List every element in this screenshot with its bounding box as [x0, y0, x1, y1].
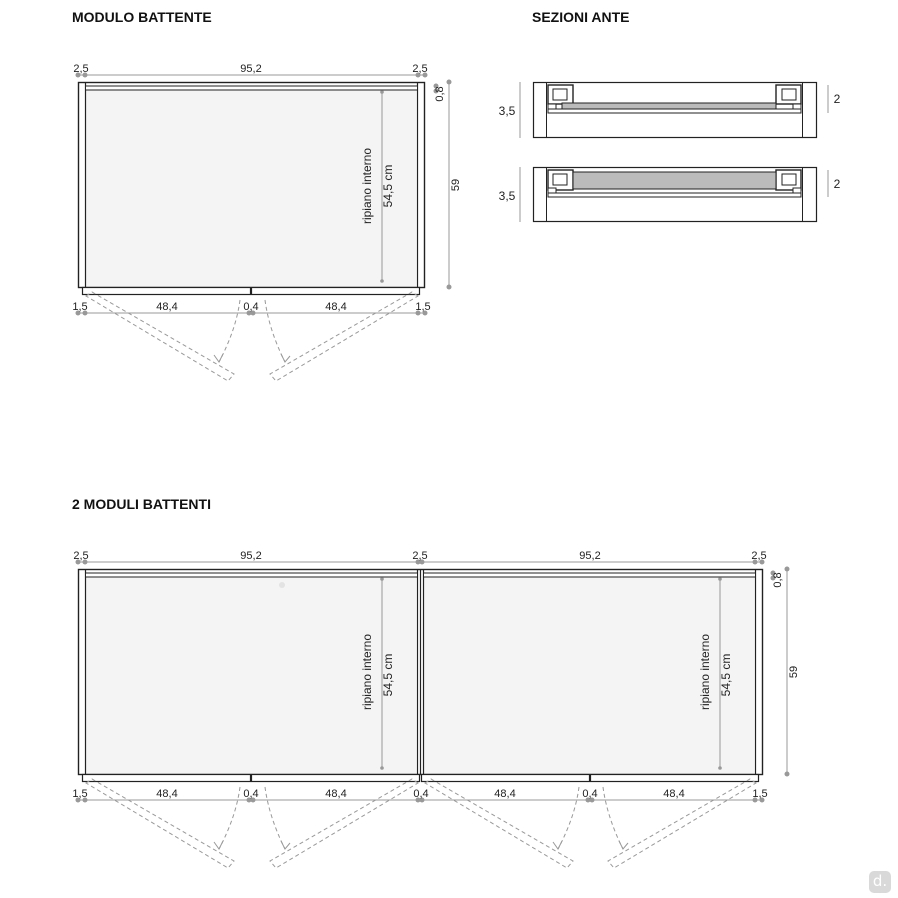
dim-single-height: 59: [450, 178, 462, 192]
dim-double-bottom-2: 1,5: [752, 788, 768, 800]
single-shelf-label: ripiano interno: [360, 147, 374, 225]
brand-logo: d.: [869, 871, 891, 893]
dim-single-top-width: 95,2: [240, 63, 262, 75]
dim-double-door-2: 48,4: [325, 788, 347, 800]
double-module-drawing: [72, 550, 800, 868]
single-module-title: MODULO BATTENTE: [72, 9, 212, 25]
double-shelf-label-a: ripiano interno: [360, 633, 374, 711]
dim-single-top-panel: 0,8: [434, 86, 446, 102]
dim-double-width-a: 95,2: [240, 550, 262, 562]
dim-double-bottom-1: 1,5: [72, 788, 88, 800]
single-module-drawing: [72, 63, 462, 381]
dim-lower-thickness: 2: [833, 177, 841, 191]
dim-single-bottom-left: 1,5: [72, 301, 88, 313]
door-section-upper: [499, 82, 841, 138]
dim-single-gap: 0,4: [243, 301, 259, 313]
dim-single-door-left: 48,4: [156, 301, 178, 313]
dim-double-door-1: 48,4: [156, 788, 178, 800]
dim-lower-depth: 3,5: [498, 189, 516, 203]
dim-double-top-middle: 2,5: [412, 550, 428, 562]
dim-double-top-panel: 0,8: [772, 572, 784, 588]
dim-double-gap-1: 0,4: [243, 788, 259, 800]
dim-single-top-right: 2,5: [412, 63, 428, 75]
dim-double-door-3: 48,4: [494, 788, 516, 800]
dim-double-gap-2: 0,4: [413, 788, 429, 800]
dim-single-door-right: 48,4: [325, 301, 347, 313]
double-shelf-label-b: ripiano interno: [698, 633, 712, 711]
dim-single-top-left: 2,5: [73, 63, 89, 75]
single-shelf-depth: 54,5 cm: [381, 164, 395, 208]
dim-double-width-b: 95,2: [579, 550, 601, 562]
dim-double-height: 59: [788, 665, 800, 679]
dim-single-bottom-right: 1,5: [415, 301, 431, 313]
double-shelf-depth-b: 54,5 cm: [719, 653, 733, 697]
door-section-lower: [499, 167, 841, 222]
dim-double-top-right: 2,5: [751, 550, 767, 562]
dim-double-top-left: 2,5: [73, 550, 89, 562]
door-sections-title: SEZIONI ANTE: [532, 9, 630, 25]
dim-upper-depth: 3,5: [498, 104, 516, 118]
dim-double-door-4: 48,4: [663, 788, 685, 800]
double-shelf-depth-a: 54,5 cm: [381, 653, 395, 697]
dim-upper-thickness: 2: [833, 92, 841, 106]
double-module-title: 2 MODULI BATTENTI: [72, 496, 211, 512]
dim-double-gap-3: 0,4: [582, 788, 598, 800]
